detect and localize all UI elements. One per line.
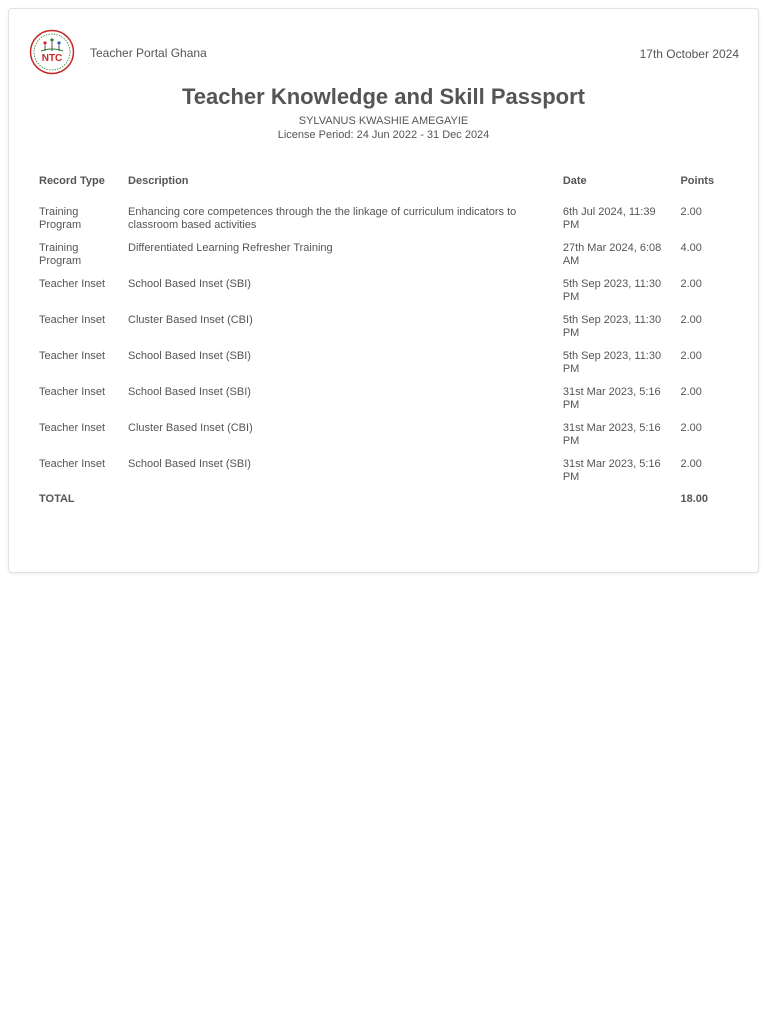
cell-description: School Based Inset (SBI) — [128, 277, 251, 290]
cell-points: 2.00 — [680, 421, 702, 434]
license-period: License Period: 24 Jun 2022 - 31 Dec 2024 — [277, 129, 490, 141]
cell-record-type: Teacher Inset — [39, 421, 106, 434]
cell-record-type: Teacher Inset — [39, 349, 106, 362]
cell-description: School Based Inset (SBI) — [128, 385, 251, 398]
cell-description: School Based Inset (SBI) — [128, 349, 251, 362]
cell-points: 4.00 — [680, 241, 702, 254]
ntc-logo-icon — [29, 29, 75, 75]
cell-points: 2.00 — [680, 313, 702, 326]
table-row — [31, 273, 738, 309]
cell-record-type: Teacher Inset — [39, 313, 106, 326]
teacher-name: SYLVANUS KWASHIE AMEGAYIE — [298, 115, 469, 127]
cell-points: 2.00 — [680, 205, 702, 218]
cell-points: 2.00 — [680, 349, 702, 362]
column-header-points: Points — [680, 175, 715, 187]
cell-date: 5th Sep 2023, 11:30 PM — [562, 313, 662, 339]
cell-record-type: Teacher Inset — [39, 457, 106, 470]
table-header-row — [31, 171, 738, 201]
table-row — [31, 237, 738, 273]
cell-points: 2.00 — [680, 385, 702, 398]
cell-date: 31st Mar 2023, 5:16 PM — [562, 457, 661, 483]
cell-points: 2.00 — [680, 457, 702, 470]
portal-name: Teacher Portal Ghana — [90, 46, 207, 60]
cell-date: 31st Mar 2023, 5:16 PM — [562, 385, 661, 411]
total-empty — [555, 489, 673, 511]
cell-date: 5th Sep 2023, 11:30 PM — [562, 277, 662, 303]
total-row — [31, 489, 738, 511]
table-row — [31, 345, 738, 381]
table-row — [31, 309, 738, 345]
cell-points: 2.00 — [680, 277, 702, 290]
svg-text:NTC: NTC — [41, 53, 63, 64]
cell-date: 27th Mar 2024, 6:08 AM — [562, 241, 662, 267]
cell-record-type: Teacher Inset — [39, 385, 106, 398]
cell-description: Cluster Based Inset (CBI) — [128, 421, 253, 434]
total-label: TOTAL — [39, 492, 75, 505]
cell-description: Cluster Based Inset (CBI) — [128, 313, 253, 326]
cell-description: Differentiated Learning Refresher Training — [128, 241, 333, 254]
table-row — [31, 453, 738, 489]
cell-record-type: Training Program — [39, 241, 82, 267]
column-header-date: Date — [562, 175, 587, 187]
page-title: Teacher Knowledge and Skill Passport — [181, 84, 586, 109]
table-row — [31, 417, 738, 453]
cell-date: 5th Sep 2023, 11:30 PM — [562, 349, 662, 375]
column-header-record-type: Record Type — [39, 175, 105, 187]
cell-date: 6th Jul 2024, 11:39 PM — [562, 205, 656, 231]
records-table — [31, 171, 738, 510]
table-row — [31, 201, 738, 237]
cell-date: 31st Mar 2023, 5:16 PM — [562, 421, 661, 447]
cell-record-type: Training Program — [39, 205, 82, 231]
cell-description: School Based Inset (SBI) — [128, 457, 251, 470]
document-date: 17th October 2024 — [639, 47, 739, 61]
cell-record-type: Teacher Inset — [39, 277, 106, 290]
passport-card — [8, 8, 759, 573]
column-header-description: Description — [128, 175, 189, 187]
total-points: 18.00 — [680, 492, 708, 505]
cell-description: Enhancing core competences through the the linkage of curriculum indicators to classroom based activities — [128, 205, 517, 231]
total-empty — [120, 489, 555, 511]
table-row — [31, 381, 738, 417]
